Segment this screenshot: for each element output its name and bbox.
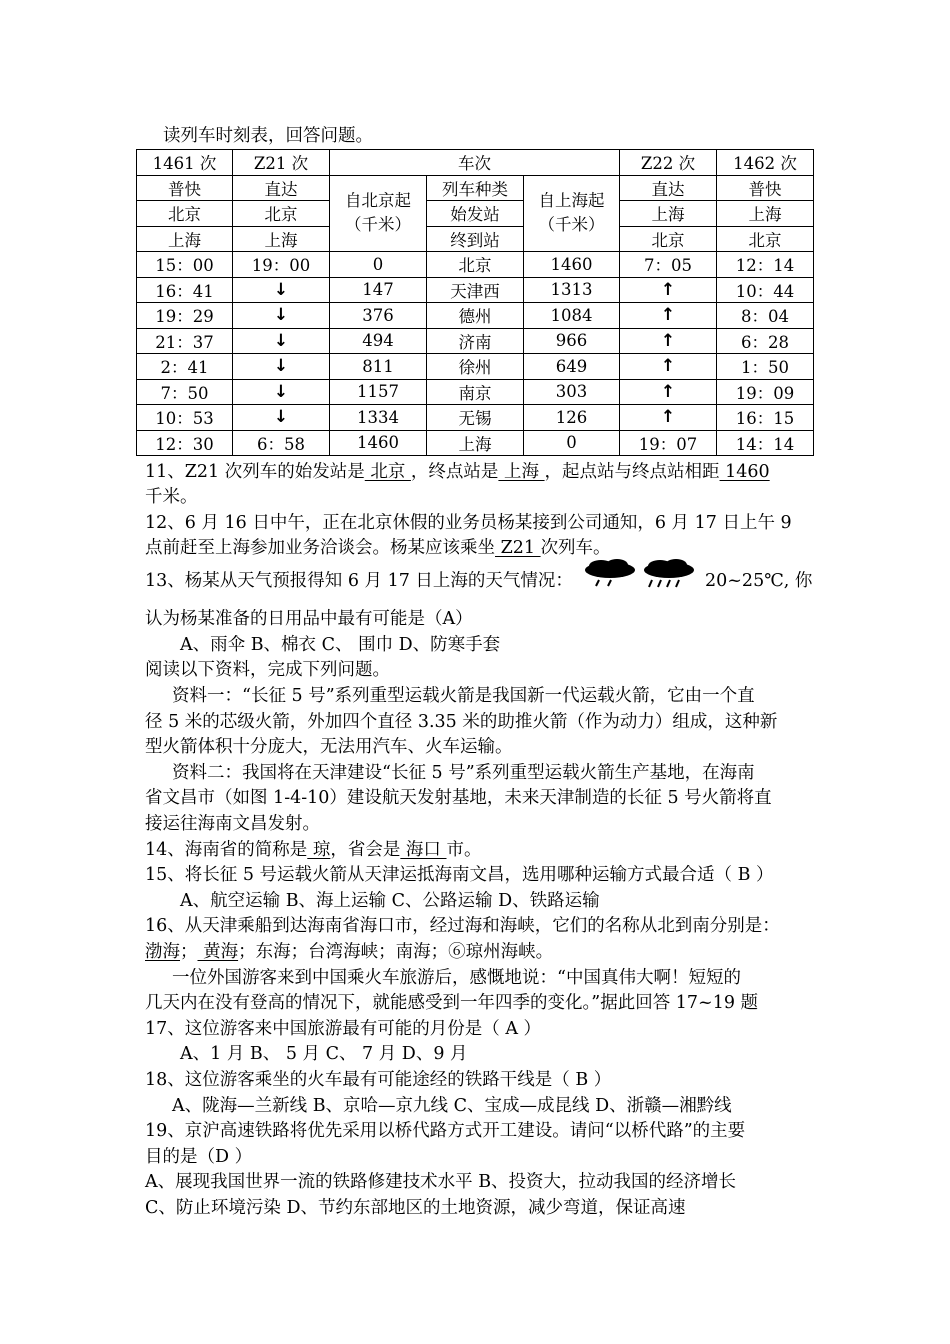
question-12-line-1: 12、6 月 16 日中午，正在北京休假的业务员杨某接到公司通知，6 月 17 日上午 9	[145, 513, 792, 533]
header-1461: 1461 次	[137, 150, 233, 176]
q12-text-c: 次列车。	[540, 538, 611, 558]
up-arrow-icon: ↑	[620, 277, 717, 303]
question-19-line-2: 目的是（D ）	[145, 1147, 253, 1167]
from-z21: 北京	[233, 201, 330, 227]
header-checi: 车次	[330, 150, 620, 176]
table-row	[137, 405, 814, 431]
header-beijing-km	[330, 175, 427, 252]
q12-text-b: 点前赶至上海参加业务洽谈会。杨某应该乘坐	[145, 538, 495, 558]
q16-answer-bohai: 渤海	[145, 942, 180, 962]
cell-shanghai-km: 966	[524, 328, 620, 354]
q18-options: A、陇海—兰新线 B、京哈—京九线 C、宝成—成昆线 D、浙赣—湘黔线	[172, 1096, 732, 1116]
heavy-rain-cloud-icon	[640, 558, 698, 590]
cell-station: 上海	[427, 430, 524, 456]
material-1-line-3: 型火箭体积十分庞大，无法用汽车、火车运输。	[145, 737, 513, 757]
material-2-line-3: 接运往海南文昌发射。	[145, 814, 320, 834]
type-z21: 直达	[233, 175, 330, 201]
cell-shanghai-km: 303	[524, 379, 620, 405]
q11-answer-end: 上海	[498, 462, 545, 482]
material-2-line-1: 资料二：我国将在天津建设“长征 5 号”系列重型运载火箭生产基地，在海南	[172, 763, 755, 783]
cell-1462-time: 14：14	[717, 430, 814, 456]
down-arrow-icon: ↓	[233, 303, 330, 329]
cell-1461-time: 21：37	[137, 328, 233, 354]
header-z21: Z21 次	[233, 150, 330, 176]
trip-line-1: 一位外国游客来到中国乘火车旅游后，感慨地说：“中国真伟大啊！短短的	[172, 968, 741, 988]
table-row	[137, 379, 814, 405]
q11-answer-distance: 1460	[719, 462, 770, 482]
from-z22: 上海	[620, 201, 717, 227]
q14-text-c: ，省会是	[330, 840, 401, 860]
cell-beijing-km: 147	[330, 277, 427, 303]
to-1462: 北京	[717, 226, 814, 252]
type-1462: 普快	[717, 175, 814, 201]
trip-line-2: 几天内在没有登高的情况下，就能感受到一年四季的变化。”据此回答 17~19 题	[145, 993, 759, 1013]
q19-option-line-2: C、防止环境污染 D、节约东部地区的土地资源，减少弯道，保证高速	[145, 1198, 686, 1218]
cell-shanghai-km: 126	[524, 405, 620, 431]
header-end-station: 终到站	[427, 226, 524, 252]
cell-1462-time: 8：04	[717, 303, 814, 329]
cell-shanghai-km: 1313	[524, 277, 620, 303]
question-17: 17、这位游客来中国旅游最有可能的月份是（ A ）	[145, 1019, 542, 1039]
cell-1461-time: 10：53	[137, 405, 233, 431]
cell-station: 济南	[427, 328, 524, 354]
from-1461: 北京	[137, 201, 233, 227]
q14-text-d: 市。	[446, 840, 482, 860]
q11-text-c: ，终点站是	[410, 462, 499, 482]
reading-instruction: 阅读以下资料，完成下列问题。	[145, 660, 390, 680]
q14-answer-capital: 海口	[400, 840, 447, 860]
q13-options: A、雨伞 B、棉衣 C、 围巾 D、防寒手套	[180, 635, 501, 655]
cell-1461-time: 12：30	[137, 430, 233, 456]
intro-text: 读列车时刻表，回答问题。	[163, 126, 373, 146]
cell-beijing-km: 376	[330, 303, 427, 329]
cell-z21-time: 19：00	[233, 252, 330, 278]
q13-text-a: 13、杨某从天气预报得知 6 月 17 日上海的天气情况：	[145, 571, 573, 591]
q14-answer-abbr: 琼	[307, 840, 331, 860]
table-row	[137, 252, 814, 278]
to-1461: 上海	[137, 226, 233, 252]
cell-1462-time: 19：09	[717, 379, 814, 405]
cell-station: 无锡	[427, 405, 524, 431]
q11-text-a: 11、Z21 次列车的始发站是	[145, 462, 365, 482]
table-row	[137, 328, 814, 354]
cell-beijing-km: 1157	[330, 379, 427, 405]
question-16-line-1: 16、从天津乘船到达海南省海口市，经过海和海峡，它们的名称从北到南分别是：	[145, 916, 780, 936]
up-arrow-icon: ↑	[620, 379, 717, 405]
question-14	[145, 839, 482, 861]
question-11	[145, 461, 770, 483]
cell-1461-time: 16：41	[137, 277, 233, 303]
q11-text-e: 千米。	[145, 487, 198, 507]
table-row	[137, 303, 814, 329]
up-arrow-icon: ↑	[620, 405, 717, 431]
cell-beijing-km: 1460	[330, 430, 427, 456]
type-1461: 普快	[137, 175, 233, 201]
cell-station: 天津西	[427, 277, 524, 303]
down-arrow-icon: ↓	[233, 328, 330, 354]
cell-beijing-km: 494	[330, 328, 427, 354]
cell-1461-time: 15：00	[137, 252, 233, 278]
question-15: 15、将长征 5 号运载火箭从天津运抵海南文昌，选用哪种运输方式最合适（ B ）	[145, 865, 774, 885]
q14-text-a: 14、海南省的简称是	[145, 840, 308, 860]
cell-1462-time: 12：14	[717, 252, 814, 278]
header-beijing-km-text: 自北京起（千米）	[345, 191, 411, 235]
cell-1462-time: 10：44	[717, 277, 814, 303]
cell-station: 南京	[427, 379, 524, 405]
q11-text-d: ，起点站与终点站相距	[544, 462, 720, 482]
cell-shanghai-km: 0	[524, 430, 620, 456]
cell-station: 北京	[427, 252, 524, 278]
down-arrow-icon: ↓	[233, 405, 330, 431]
to-z21: 上海	[233, 226, 330, 252]
to-z22: 北京	[620, 226, 717, 252]
table-row	[137, 354, 814, 380]
q16-text-d: ；东海；台湾海峡；南海；⑥琼州海峡。	[238, 942, 554, 962]
cell-1462-time: 1：50	[717, 354, 814, 380]
q16-answer-huanghai: 黄海	[197, 942, 239, 962]
cell-station: 德州	[427, 303, 524, 329]
up-arrow-icon: ↑	[620, 328, 717, 354]
light-rain-cloud-icon	[581, 558, 639, 590]
q13-temperature: 20~25℃, 你	[705, 571, 813, 591]
header-start-station: 始发站	[427, 201, 524, 227]
question-13-line-1	[145, 570, 573, 592]
type-z22: 直达	[620, 175, 717, 201]
material-1-line-2: 径 5 米的芯级火箭，外加四个直径 3.35 米的助推火箭（作为动力）组成，这种新	[145, 712, 778, 732]
header-z22: Z22 次	[620, 150, 717, 176]
train-timetable	[136, 149, 814, 456]
cell-1461-time: 19：29	[137, 303, 233, 329]
down-arrow-icon: ↓	[233, 379, 330, 405]
question-19-line-1: 19、京沪高速铁路将优先采用以桥代路方式开工建设。请问“以桥代路”的主要	[145, 1121, 746, 1141]
down-arrow-icon: ↓	[233, 354, 330, 380]
header-shanghai-km-text: 自上海起（千米）	[538, 191, 605, 235]
cell-shanghai-km: 1084	[524, 303, 620, 329]
down-arrow-icon: ↓	[233, 277, 330, 303]
cell-z21-time: 6：58	[233, 430, 330, 456]
material-1-line-1: 资料一：“长征 5 号”系列重型运载火箭是我国新一代运载火箭，它由一个直	[172, 686, 755, 706]
q12-answer: Z21	[495, 538, 541, 558]
up-arrow-icon: ↑	[620, 354, 717, 380]
table-row	[137, 430, 814, 456]
table-row	[137, 277, 814, 303]
cell-shanghai-km: 649	[524, 354, 620, 380]
q16-text-c: ；	[180, 942, 198, 962]
from-1462: 上海	[717, 201, 814, 227]
material-2-line-2: 省文昌市（如图 1-4-10）建设航天发射基地，未来天津制造的长征 5 号火箭将直	[145, 788, 772, 808]
cell-1461-time: 2：41	[137, 354, 233, 380]
up-arrow-icon: ↑	[620, 303, 717, 329]
cell-1462-time: 6：28	[717, 328, 814, 354]
header-shanghai-km	[524, 175, 620, 252]
question-16-line-2	[145, 941, 553, 963]
q15-options: A、航空运输 B、海上运输 C、公路运输 D、铁路运输	[180, 891, 600, 911]
cell-1462-time: 16：15	[717, 405, 814, 431]
question-13-line-2: 认为杨某准备的日用品中最有可能是（A）	[145, 609, 473, 629]
cell-beijing-km: 811	[330, 354, 427, 380]
q19-option-line-1: A、展现我国世界一流的铁路修建技术水平 B、投资大，拉动我国的经济增长	[145, 1172, 737, 1192]
question-12-line-2	[145, 537, 611, 559]
cell-shanghai-km: 1460	[524, 252, 620, 278]
cell-beijing-km: 0	[330, 252, 427, 278]
cell-z22-time: 7：05	[620, 252, 717, 278]
cell-1461-time: 7：50	[137, 379, 233, 405]
cell-station: 徐州	[427, 354, 524, 380]
cell-beijing-km: 1334	[330, 405, 427, 431]
header-train-type: 列车种类	[427, 175, 524, 201]
q11-answer-start: 北京	[364, 462, 411, 482]
question-18: 18、这位游客乘坐的火车最有可能途经的铁路干线是（ B ）	[145, 1070, 612, 1090]
q17-options: A、1 月 B、 5 月 C、 7 月 D、9 月	[180, 1044, 468, 1064]
header-1462: 1462 次	[717, 150, 814, 176]
cell-z22-time: 19：07	[620, 430, 717, 456]
